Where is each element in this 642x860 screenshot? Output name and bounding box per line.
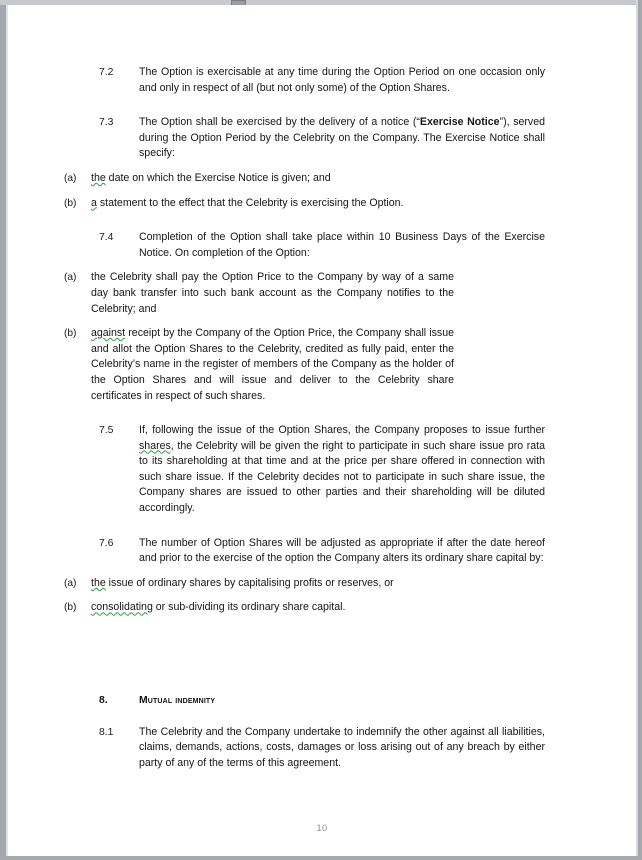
spellcheck-underlined-word: against bbox=[91, 327, 126, 340]
spellcheck-underlined-word: the bbox=[91, 576, 106, 589]
document-body bbox=[8, 5, 636, 771]
section-heading-number: 8. bbox=[99, 695, 108, 707]
clause-gap bbox=[8, 211, 636, 230]
clause-number: 7.5 bbox=[99, 425, 114, 437]
subitem-7.6-b bbox=[64, 600, 454, 616]
clause-number: 7.6 bbox=[99, 537, 114, 549]
text-run: If, following the issue of the Option Shares, the Company proposes to issue further bbox=[139, 424, 545, 437]
clause-8.1 bbox=[99, 725, 545, 772]
clause-7.3 bbox=[99, 115, 545, 162]
subitem-label: (a) bbox=[64, 272, 77, 284]
page-number: 10 bbox=[316, 823, 328, 833]
subitem-text bbox=[91, 326, 454, 404]
text-run: The Option is exercisable at any time during the Option Period on one occasion only and only in respect of all (but not only some) of the Option Shares. bbox=[139, 66, 545, 94]
subitem-label: (a) bbox=[64, 577, 77, 589]
clause-number: 7.4 bbox=[99, 232, 114, 244]
top-margin bbox=[8, 5, 636, 65]
subitem-label: (b) bbox=[64, 602, 77, 614]
spellcheck-underlined-word: a bbox=[91, 196, 97, 209]
viewer-right-border bbox=[638, 0, 642, 860]
clause-text bbox=[139, 230, 545, 261]
subitem-7.6-a bbox=[64, 576, 454, 592]
clause-text bbox=[139, 725, 545, 772]
subitem-text bbox=[91, 576, 454, 592]
clause-text bbox=[139, 65, 545, 96]
clause-7.5 bbox=[99, 423, 545, 517]
defined-term: Exercise Notice bbox=[419, 116, 500, 129]
text-run: ”), served during the Option Period by the Celebrity on the Company. The Exercise Notice shall specify: bbox=[139, 116, 545, 160]
subitem-label: (b) bbox=[64, 197, 77, 209]
heading-gap bbox=[8, 709, 636, 725]
clause-number: 8.1 bbox=[99, 726, 114, 738]
text-run: The Option shall be exercised by the delivery of a notice (“ bbox=[139, 116, 420, 129]
text-run: The Celebrity and the Company undertake to indemnify the other against all liabilities, claims, demands, actions, costs, damages or loss arising out of any breach by either party of any of the terms of this agreement. bbox=[139, 725, 545, 769]
text-run: date on which the Exercise Notice is given; and bbox=[105, 171, 331, 184]
subitem-7.3-b bbox=[64, 196, 454, 212]
clause-gap bbox=[8, 404, 636, 423]
text-run: or sub-dividing its ordinary share capital. bbox=[152, 601, 346, 614]
text-run: statement to the effect that the Celebrity is exercising the Option. bbox=[96, 196, 404, 209]
subitem-text bbox=[91, 600, 454, 616]
text-run: The number of Option Shares will be adjusted as appropriate if after the date hereof and prior to the exercise of the option the Company alters its ordinary share capital by: bbox=[139, 536, 545, 565]
clause-gap bbox=[8, 616, 636, 635]
section-gap bbox=[8, 635, 636, 693]
subitem-7.4-b bbox=[64, 326, 454, 404]
spellcheck-underlined-word: consolidating bbox=[91, 601, 153, 614]
section-heading bbox=[99, 693, 545, 709]
clause-number: 7.2 bbox=[99, 67, 114, 78]
subitem-text bbox=[91, 270, 454, 317]
clause-gap bbox=[8, 96, 636, 115]
text-run: the Celebrity shall pay the Option Price to the Company by way of a same day bank transfer into such bank account as the Company notifies to the Celebrity; and bbox=[91, 271, 454, 315]
text-run: Completion of the Option shall take place within 10 Business Days of the Exercise Notice. On completion of the Option: bbox=[139, 231, 545, 259]
clause-gap bbox=[8, 517, 636, 536]
subitem-7.4-a bbox=[64, 270, 454, 317]
subitem-text bbox=[91, 171, 454, 187]
text-run: the Celebrity will be given the right to participate in such share issue pro rata to its shareholding at that time and at the price per share offered in connection with such share issue. If the Celebrity decides not to participate in such share issue, the Company shares are issued to other parties and their shareholding will be diluted accordingly. bbox=[139, 439, 545, 515]
spellcheck-underlined-word: the bbox=[91, 171, 106, 184]
clause-number: 7.3 bbox=[99, 117, 114, 129]
clause-text bbox=[139, 115, 545, 162]
spellcheck-underlined-word: shares, bbox=[139, 439, 174, 452]
subitem-label: (a) bbox=[64, 172, 77, 184]
subitem-7.3-a bbox=[64, 171, 454, 187]
viewer-bottom-border bbox=[6, 856, 642, 860]
text-run: receipt by the Company of the Option Price, the Company shall issue and allot the Option Shares to the Celebrity, credited as fully paid, enter the Celebrity’s name in the register of members of the Company as the holder of the Option Shares and will issue and deliver to the Celebrity share certificates in respect of such shares. bbox=[91, 327, 454, 402]
subitem-text bbox=[91, 196, 454, 212]
clause-7.2 bbox=[99, 65, 545, 96]
text-run: issue of ordinary shares by capitalising profits or reserves, or bbox=[105, 576, 394, 589]
clause-7.4 bbox=[99, 230, 545, 261]
clause-7.6 bbox=[99, 536, 545, 567]
clause-text bbox=[139, 423, 545, 517]
subitem-label: (b) bbox=[64, 328, 77, 340]
clause-text bbox=[139, 536, 545, 567]
section-heading-title: Mutual indemnity bbox=[139, 695, 216, 707]
document-page bbox=[8, 5, 636, 856]
